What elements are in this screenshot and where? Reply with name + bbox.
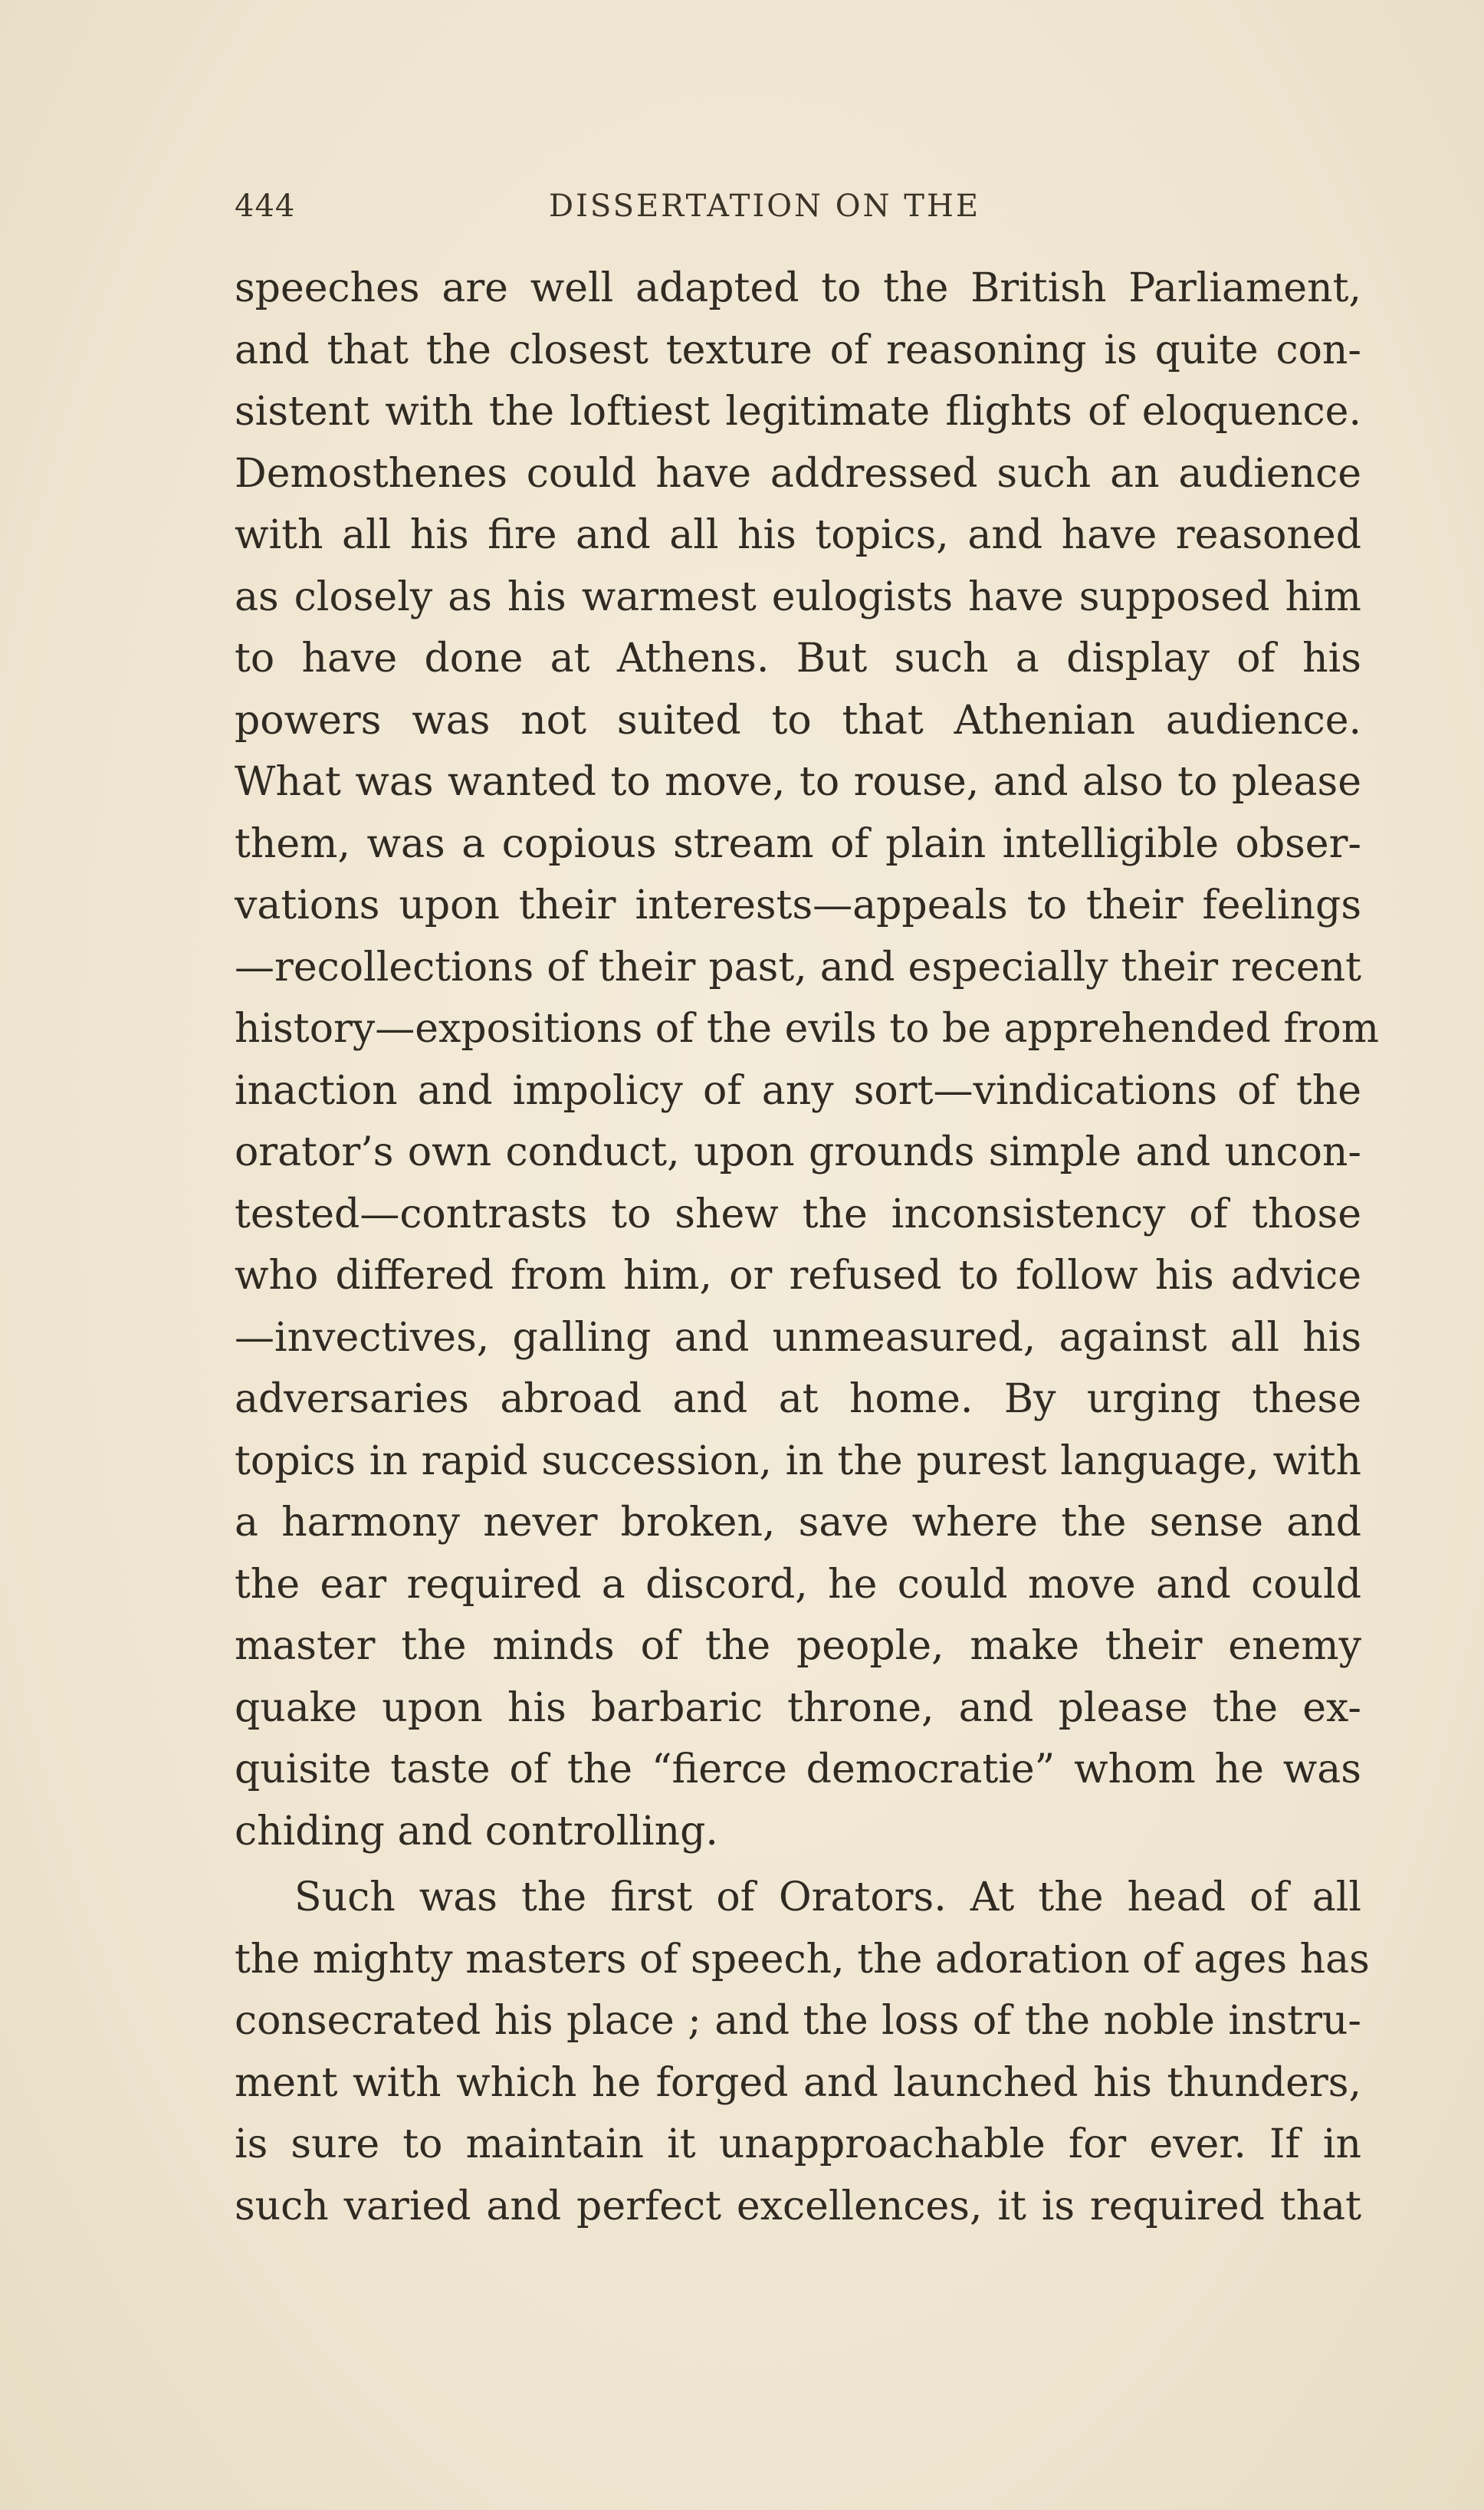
text-line: powers was not suited to that Athenian audience. (235, 697, 1361, 744)
text-line: as closely as his warmest eulogists have supposed him (235, 573, 1361, 620)
text-line: topics in rapid succession, in the purest language, with (235, 1437, 1361, 1484)
text-line: Such was the first of Orators. At the head of all (294, 1874, 1361, 1920)
text-line: —invectives, galling and unmeasured, against all his (235, 1314, 1361, 1361)
text-line: chiding and controlling. (235, 1808, 718, 1855)
text-line: orator’s own conduct, upon grounds simple and uncon- (235, 1129, 1361, 1175)
running-head: DISSERTATION ON THE (549, 189, 981, 224)
text-line: them, was a copious stream of plain intelligible obser- (235, 820, 1361, 867)
text-line: quake upon his barbaric throne, and please the ex- (235, 1684, 1361, 1731)
text-line: such varied and perfect excellences, it is required that (235, 2183, 1361, 2229)
text-line: speeches are well adapted to the British Parliament, (235, 265, 1361, 311)
text-line: vations upon their interests—appeals to their feelings (235, 882, 1361, 928)
paragraph-2 (235, 1867, 1370, 2237)
page-header (235, 189, 1050, 235)
paragraph-1 (235, 258, 1380, 1862)
text-line: What was wanted to move, to rouse, and also to please (235, 759, 1361, 805)
text-line: ment with which he forged and launched his thunders, (235, 2059, 1361, 2106)
text-line: master the minds of the people, make their enemy (235, 1623, 1361, 1669)
text-line: consecrated his place ; and the loss of the noble instru- (235, 1998, 1361, 2044)
text-line: history—expositions of the evils to be apprehended from (235, 1006, 1380, 1052)
page-number: 444 (235, 189, 296, 224)
text-line: who differed from him, or refused to follow his advice (235, 1253, 1361, 1299)
text-line: inaction and impolicy of any sort—vindications of the (235, 1067, 1361, 1114)
text-line: tested—contrasts to shew the inconsistency of those (235, 1191, 1361, 1237)
text-line: Demosthenes could have addressed such an audience (235, 450, 1361, 497)
text-line: sistent with the loftiest legitimate flights of eloquence. (235, 389, 1361, 435)
text-line: adversaries abroad and at home. By urging these (235, 1376, 1361, 1422)
body-text (235, 258, 1380, 2237)
text-line: to have done at Athens. But such a display of his (235, 636, 1361, 682)
text-line: the ear required a discord, he could move and could (235, 1561, 1361, 1608)
text-line: the mighty masters of speech, the adoration of ages has (235, 1936, 1370, 1983)
text-line: is sure to maintain it unapproachable for ever. If in (235, 2121, 1361, 2167)
text-line: quisite taste of the “fierce democratie” whom he was (235, 1746, 1361, 1792)
text-line: with all his fire and all his topics, and have reasoned (235, 512, 1361, 558)
text-line: a harmony never broken, save where the sense and (235, 1500, 1361, 1546)
text-line: —recollections of their past, and especially their recent (235, 944, 1361, 991)
text-line: and that the closest texture of reasoning is quite con- (235, 327, 1361, 373)
